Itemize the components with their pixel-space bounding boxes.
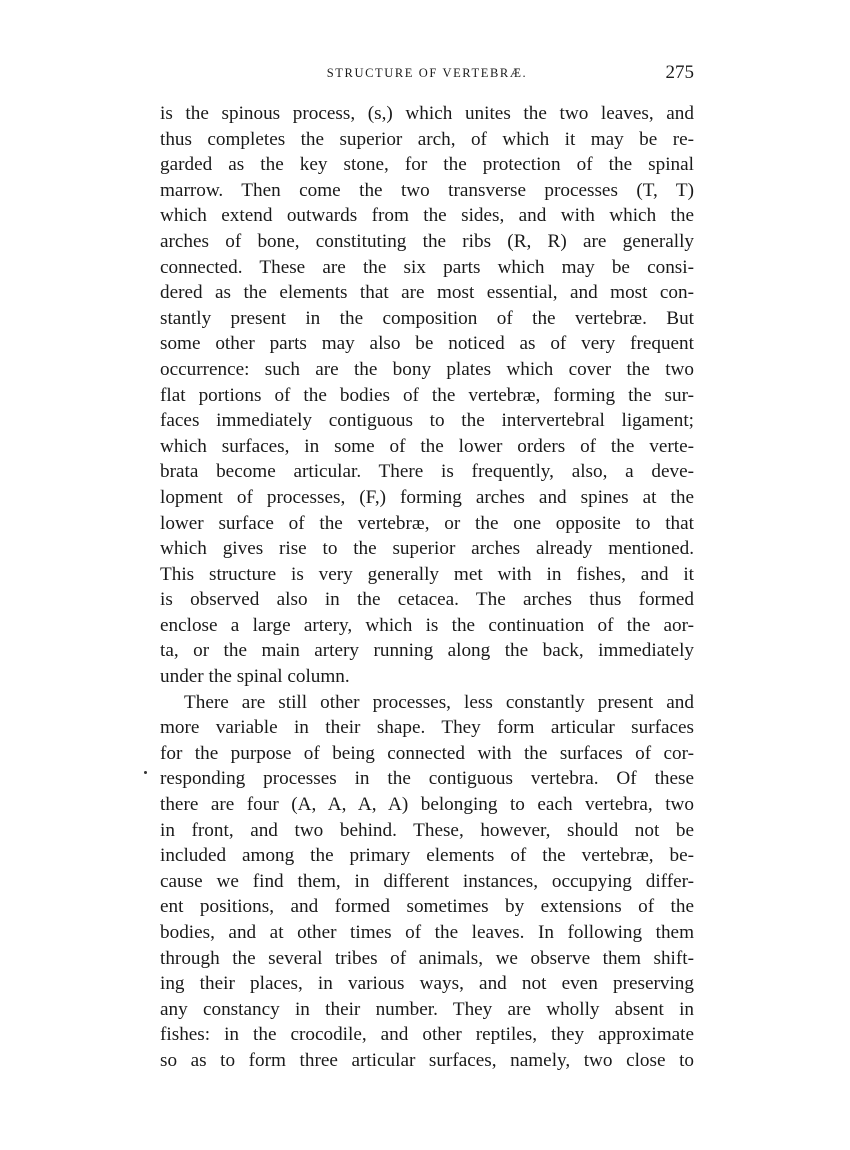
page-header [160,64,694,88]
text-line: stantly present in the composition of the vertebræ. But [160,307,694,329]
text-line: This structure is very generally met with in fishes, and it [160,563,694,585]
text-line: so as to form three articular surfaces, namely, two close to [160,1049,694,1071]
text-line: thus completes the superior arch, of which it may be re- [160,128,694,150]
text-line: in front, and two behind. These, however, should not be [160,819,694,841]
text-line: marrow. Then come the two transverse processes (T, T) [160,179,694,201]
text-line: which surfaces, in some of the lower orders of the verte- [160,435,694,457]
text-line: included among the primary elements of the vertebræ, be- [160,845,694,867]
text-line: more variable in their shape. They form articular surfaces [160,717,694,739]
text-line: brata become articular. There is frequently, also, a deve- [160,461,694,483]
text-line: which extend outwards from the sides, and with which the [160,205,694,227]
text-line: arches of bone, constituting the ribs (R, R) are generally [160,230,694,252]
text-line: bodies, and at other times of the leaves. In following them [160,922,694,943]
page-body [160,101,694,1074]
text-line: dered as the elements that are most essential, and most con- [160,282,694,304]
text-line: there are four (A, A, A, A) belonging to each vertebra, two [160,794,694,816]
text-line: connected. These are the six parts which may be consi- [160,256,694,278]
text-line: lopment of processes, (F,) forming arches and spines at the [160,486,694,508]
text-line-paragraph-end: under the spinal column. [160,666,350,688]
text-line: ing their places, in various ways, and not even preserving [160,973,694,995]
text-line: fishes: in the crocodile, and other reptiles, they approximate [160,1024,694,1046]
text-line: faces immediately contiguous to the intervertebral ligament; [160,410,694,432]
text-line: which gives rise to the superior arches already mentioned. [160,538,694,560]
text-line-paragraph-start: There are still other processes, less constantly present and [184,691,694,713]
text-line: some other parts may also be noticed as of very frequent [160,333,694,355]
text-line: enclose a large artery, which is the continuation of the aor- [160,614,694,636]
page-number: 275 [665,62,694,83]
running-head: STRUCTURE OF VERTEBRÆ. [326,66,528,80]
text-line: garded as the key stone, for the protection of the spinal [160,154,694,176]
text-line: ta, or the main artery running along the back, immediately [160,640,694,662]
text-line: occurrence: such are the bony plates which cover the two [160,358,694,380]
text-line: is the spinous process, (s,) which unites the two leaves, and [160,103,694,124]
text-line: cause we find them, in different instances, occupying differ- [160,870,694,892]
text-line: is observed also in the cetacea. The arches thus formed [160,589,694,611]
text-line: lower surface of the vertebræ, or the one opposite to that [160,512,694,534]
text-line: through the several tribes of animals, we observe them shift- [160,947,694,969]
text-line: responding processes in the contiguous vertebra. Of these [160,768,694,790]
text-line: flat portions of the bodies of the vertebræ, forming the sur- [160,384,694,406]
text-line: for the purpose of being connected with the surfaces of cor- [160,742,694,764]
margin-ink-speck [144,771,147,774]
text-line: ent positions, and formed sometimes by extensions of the [160,896,694,918]
text-line: any constancy in their number. They are wholly absent in [160,998,694,1020]
